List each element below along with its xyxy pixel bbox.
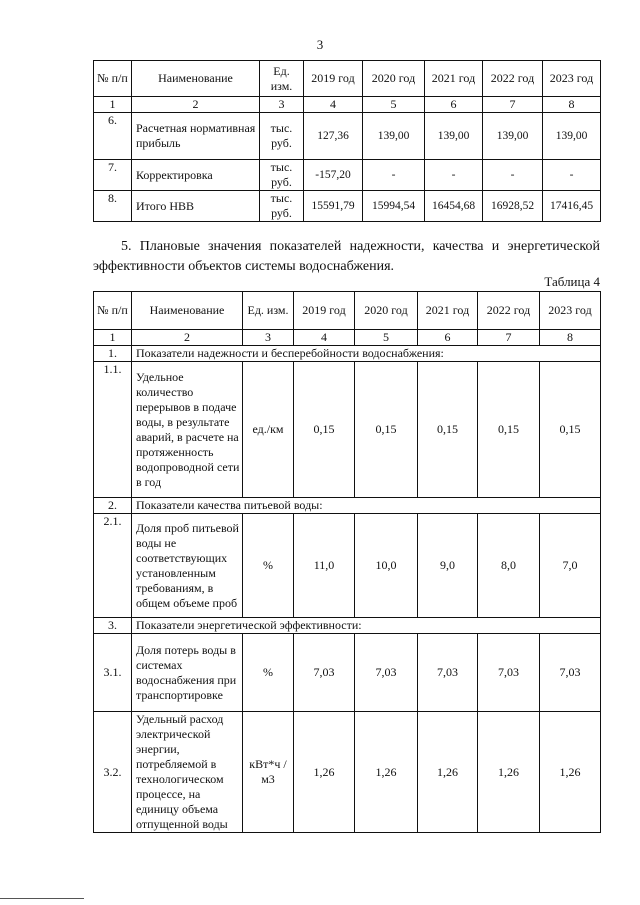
row-number: 6. xyxy=(94,113,132,160)
page-number: 3 xyxy=(316,37,324,52)
index-cell: 6 xyxy=(425,97,483,113)
row-unit: кВт*ч /м3 xyxy=(243,712,294,833)
value-cell: 139,00 xyxy=(483,113,543,160)
table-header-row xyxy=(94,292,601,330)
row-unit: ед./км xyxy=(243,362,294,498)
row-number: 7. xyxy=(94,160,132,191)
section-row xyxy=(94,346,601,362)
value-cell: 0,15 xyxy=(540,362,601,498)
header-cell: Наименование xyxy=(132,61,260,97)
header-cell: № п/п xyxy=(94,61,132,97)
index-cell: 4 xyxy=(304,97,363,113)
table-row xyxy=(94,634,601,712)
value-cell: 7,03 xyxy=(294,634,355,712)
index-row xyxy=(94,97,601,113)
section-number: 3. xyxy=(94,618,132,634)
value-cell: 0,15 xyxy=(418,362,478,498)
value-cell: 1,26 xyxy=(418,712,478,833)
value-cell: - xyxy=(483,160,543,191)
index-cell: 6 xyxy=(418,330,478,346)
value-cell: 16454,68 xyxy=(425,191,483,222)
row-name: Корректировка xyxy=(132,160,260,191)
value-cell: 16928,52 xyxy=(483,191,543,222)
value-cell: 15591,79 xyxy=(304,191,363,222)
section-row xyxy=(94,498,601,514)
table-row xyxy=(94,712,601,833)
section-title: Показатели энергетической эффективности: xyxy=(132,618,601,634)
value-cell: 17416,45 xyxy=(543,191,601,222)
header-cell: 2020 год xyxy=(355,292,418,330)
header-cell: 2023 год xyxy=(540,292,601,330)
value-cell: 7,0 xyxy=(540,514,601,618)
value-cell: 7,03 xyxy=(418,634,478,712)
value-cell: 1,26 xyxy=(294,712,355,833)
header-cell: 2023 год xyxy=(543,61,601,97)
value-cell: - xyxy=(363,160,425,191)
value-cell: -157,20 xyxy=(304,160,363,191)
section-number: 1. xyxy=(94,346,132,362)
table-indicators xyxy=(93,291,601,833)
index-cell: 8 xyxy=(543,97,601,113)
section-title: Показатели качества питьевой воды: xyxy=(132,498,601,514)
index-cell: 3 xyxy=(260,97,304,113)
row-number: 1.1. xyxy=(94,362,132,498)
value-cell: 7,03 xyxy=(478,634,540,712)
index-cell: 3 xyxy=(243,330,294,346)
value-cell: 7,03 xyxy=(540,634,601,712)
header-cell: 2019 год xyxy=(304,61,363,97)
index-cell: 2 xyxy=(132,330,243,346)
table-row xyxy=(94,113,601,160)
header-cell: 2020 год xyxy=(363,61,425,97)
index-cell: 5 xyxy=(363,97,425,113)
value-cell: 15994,54 xyxy=(363,191,425,222)
header-cell: 2019 год xyxy=(294,292,355,330)
row-number: 3.1. xyxy=(94,634,132,712)
header-cell: Ед. изм. xyxy=(260,61,304,97)
section-title: Показатели надежности и бесперебойности водоснабжения: xyxy=(132,346,601,362)
header-cell: Наименование xyxy=(132,292,243,330)
table-row xyxy=(94,514,601,618)
row-name: Удельный расход электрической энергии, потребляемой в технологическом процессе, на единицу объема отпущенной воды xyxy=(132,712,243,833)
index-cell: 7 xyxy=(478,330,540,346)
value-cell: 1,26 xyxy=(355,712,418,833)
row-unit: тыс. руб. xyxy=(260,113,304,160)
row-unit: % xyxy=(243,634,294,712)
footnote-divider xyxy=(0,898,84,899)
value-cell: 1,26 xyxy=(540,712,601,833)
header-cell: 2021 год xyxy=(418,292,478,330)
index-cell: 8 xyxy=(540,330,601,346)
section-row xyxy=(94,618,601,634)
value-cell: 0,15 xyxy=(355,362,418,498)
row-name: Расчетная нормативная прибыль xyxy=(132,113,260,160)
index-cell: 7 xyxy=(483,97,543,113)
value-cell: 139,00 xyxy=(543,113,601,160)
value-cell: 10,0 xyxy=(355,514,418,618)
table-caption: Таблица 4 xyxy=(544,274,600,289)
header-cell: Ед. изм. xyxy=(243,292,294,330)
row-number: 2.1. xyxy=(94,514,132,618)
value-cell: - xyxy=(425,160,483,191)
table-row xyxy=(94,362,601,498)
row-name: Доля потерь воды в системах водоснабжения при транспортировке xyxy=(132,634,243,712)
row-name: Итого НВВ xyxy=(132,191,260,222)
row-name: Удельное количество перерывов в подаче воды, в результате аварий, в расчете на протяженность водопроводной сети в год xyxy=(132,362,243,498)
header-cell: 2022 год xyxy=(478,292,540,330)
value-cell: 7,03 xyxy=(355,634,418,712)
row-number: 8. xyxy=(94,191,132,222)
value-cell: 0,15 xyxy=(294,362,355,498)
header-cell: 2021 год xyxy=(425,61,483,97)
index-cell: 2 xyxy=(132,97,260,113)
row-number: 3.2. xyxy=(94,712,132,833)
index-cell: 4 xyxy=(294,330,355,346)
table-row xyxy=(94,160,601,191)
table-header-row xyxy=(94,61,601,97)
value-cell: 0,15 xyxy=(478,362,540,498)
header-cell: № п/п xyxy=(94,292,132,330)
value-cell: - xyxy=(543,160,601,191)
value-cell: 1,26 xyxy=(478,712,540,833)
value-cell: 127,36 xyxy=(304,113,363,160)
index-cell: 1 xyxy=(94,330,132,346)
value-cell: 9,0 xyxy=(418,514,478,618)
row-unit: тыс. руб. xyxy=(260,160,304,191)
value-cell: 139,00 xyxy=(425,113,483,160)
row-name: Доля проб питьевой воды не соответствующих установленным требованиям, в общем объеме проб xyxy=(132,514,243,618)
row-unit: % xyxy=(243,514,294,618)
index-cell: 5 xyxy=(355,330,418,346)
table-financial xyxy=(93,60,601,222)
table-row xyxy=(94,191,601,222)
value-cell: 139,00 xyxy=(363,113,425,160)
index-cell: 1 xyxy=(94,97,132,113)
section-paragraph: 5. Плановые значения показателей надежности, качества и энергетической эффективности объектов системы водоснабжения. xyxy=(93,239,600,274)
header-cell: 2022 год xyxy=(483,61,543,97)
value-cell: 8,0 xyxy=(478,514,540,618)
value-cell: 11,0 xyxy=(294,514,355,618)
section-number: 2. xyxy=(94,498,132,514)
index-row xyxy=(94,330,601,346)
row-unit: тыс. руб. xyxy=(260,191,304,222)
